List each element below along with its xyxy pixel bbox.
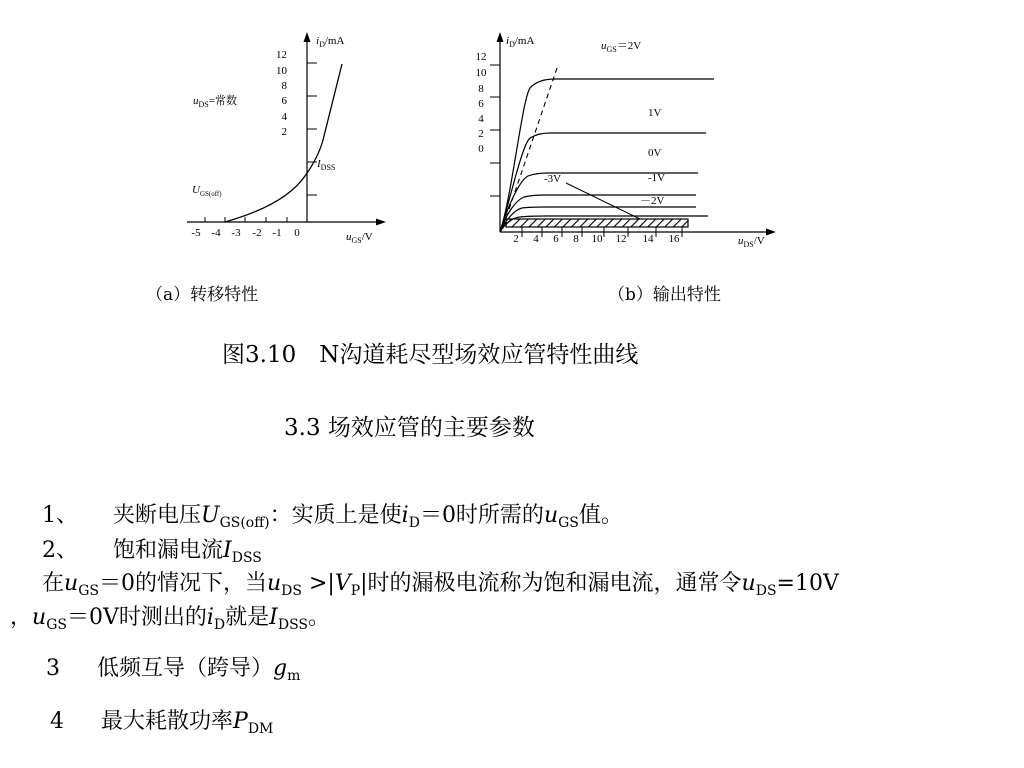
symbol-vp: V — [334, 571, 351, 596]
fig-b-x-tick-label: 8 — [573, 233, 579, 245]
fig-a-x-axis-label: $u_{GS}/V$ — [346, 231, 373, 245]
fig-a-y-arrow — [304, 32, 311, 42]
fig-b-x-arrow — [766, 229, 776, 236]
fig-b-y-tick-label: 8 — [478, 83, 484, 95]
fig-b-y-tick-label: 10 — [475, 67, 487, 79]
symbol-ugs: u — [543, 503, 559, 528]
item-text: 夹断电压 — [113, 503, 202, 528]
symbol-subscript: DM — [247, 721, 274, 737]
fig-a-x-tick-label: -2 — [252, 227, 262, 239]
fig-b-y-tick-label: 2 — [478, 128, 484, 140]
fig-b-cutoff-region — [506, 219, 688, 227]
symbol-id: i — [206, 605, 214, 630]
fig-b-y-ticks — [490, 65, 500, 196]
fig-a-condition-label: $u_{DS}=$常数 — [193, 95, 237, 109]
symbol-subscript: GS — [78, 583, 99, 599]
fig-a-caption: （a）转移特性 — [146, 285, 259, 305]
symbol-subscript: DS — [281, 583, 302, 599]
fig-b-x-tick-label: 4 — [533, 233, 539, 245]
symbol-subscript: GS — [46, 617, 67, 633]
param-item-saturation-current — [42, 533, 262, 566]
item-number: 4 — [50, 709, 64, 734]
symbol-subscript: m — [287, 668, 301, 684]
saturation-current-description-cont — [10, 600, 330, 633]
symbol-subscript: P — [350, 583, 361, 599]
fig-b-curve-1v — [500, 133, 706, 232]
fig-b-curve-label-m2v: －2V — [640, 195, 665, 207]
item-text: ， — [10, 605, 33, 630]
fig-a-x-arrow — [376, 219, 386, 226]
symbol-subscript: DSS — [231, 550, 262, 566]
symbol-subscript: DSS — [277, 617, 309, 633]
fig-b-caption: （b）输出特性 — [608, 285, 721, 305]
item-text: ：实质上是使 — [269, 503, 402, 528]
fig-a-x-tick-label: -5 — [191, 227, 201, 239]
item-text: 。 — [308, 605, 331, 630]
fig-a-x-tick-label: 0 — [294, 227, 300, 239]
symbol-idss: I — [269, 605, 278, 630]
item-text: 低频互导（跨导） — [97, 656, 274, 681]
symbol-subscript: GS — [558, 515, 579, 531]
item-text: ＝0时所需的 — [419, 503, 544, 528]
item-number: 2、 — [42, 538, 78, 563]
fig-b-y-axis-label: $i_D/mA$ — [506, 35, 535, 49]
fig-a-ugs-off-label: $U_{GS(off)}$ — [192, 184, 222, 198]
item-text: =10V — [776, 571, 839, 596]
symbol-ugs: u — [32, 605, 47, 630]
symbol-pdm: P — [233, 709, 248, 734]
fig-b-curve-label-0v: 0V — [648, 147, 662, 159]
symbol-ugs: u — [64, 571, 79, 596]
fig-b-x-tick-label: 10 — [591, 233, 603, 245]
symbol-uds: u — [741, 571, 756, 596]
fig-b-y-tick-label: 0 — [478, 143, 484, 155]
fig-b-curve-label-1v: 1V — [648, 107, 662, 119]
fig-b-label-pointer — [566, 183, 640, 219]
fig-b-curve-ugs-2v — [500, 79, 714, 232]
fig-b-y-arrow — [497, 32, 504, 42]
param-item-transconductance — [46, 651, 300, 684]
fig-a-y-ticks — [307, 63, 317, 195]
symbol-subscript: DS — [755, 583, 777, 599]
fig-b-x-tick-label: 14 — [642, 233, 654, 245]
fig-a-idss-label: $I_{DSS}$ — [317, 158, 336, 172]
fig-b-pinchoff-boundary — [502, 68, 557, 230]
fig-a-x-tick-label: -4 — [211, 227, 221, 239]
fig-b-x-tick-label: 6 — [553, 233, 559, 245]
fig-b-y-tick-label: 6 — [478, 98, 484, 110]
fig-b-x-tick-label: 12 — [615, 233, 627, 245]
fig-b-x-tick-label: 16 — [668, 233, 680, 245]
symbol-subscript: GS(off) — [219, 515, 270, 531]
figure-title: 图3.10 N沟道耗尽型场效应管特性曲线 — [222, 342, 639, 368]
fig-b-output-curves — [500, 79, 714, 232]
fig-a-y-tick-label: 8 — [281, 80, 287, 92]
item-text: |时的漏极电流称为饱和漏电流，通常令 — [360, 571, 742, 596]
symbol-subscript: D — [213, 617, 226, 633]
fig-a-y-tick-label: 10 — [276, 65, 287, 77]
item-text: ＝0V时测出的 — [66, 605, 207, 630]
symbol-ugs-off: U — [201, 503, 220, 528]
item-text: 最大耗散功率 — [101, 709, 234, 734]
symbol-uds: u — [266, 571, 282, 596]
item-number: 1、 — [42, 503, 78, 528]
param-item-max-power — [50, 704, 273, 737]
item-text: ＝0的情况下，当 — [98, 571, 267, 596]
fig-a-y-axis-label: $i_D/mA$ — [316, 35, 345, 49]
symbol-id: i — [401, 503, 409, 528]
item-text: 饱和漏电流 — [113, 538, 224, 563]
fig-b-x-axis-label: $u_{DS}/V$ — [738, 235, 765, 249]
item-text: >| — [301, 571, 335, 596]
item-text: 在 — [42, 571, 65, 596]
fig-b-curve-label-ugs: $u_{GS}=2V$ — [601, 40, 642, 54]
fig-a-x-tick-label: -3 — [231, 227, 241, 239]
symbol-subscript: D — [408, 515, 420, 531]
fig-b-x-tick-label: 2 — [513, 233, 519, 245]
symbol-gm: g — [273, 656, 288, 681]
fig-b-curve-label-m3v: -3V — [544, 173, 562, 185]
fig-a-x-ticks — [205, 217, 287, 222]
saturation-current-description — [42, 566, 839, 599]
symbol-idss: I — [223, 538, 232, 563]
fig-b-curve-label-m1v: -1V — [648, 172, 666, 184]
fig-b-y-tick-label: 12 — [475, 51, 487, 63]
fig-a-y-tick-label: 6 — [281, 95, 287, 107]
fig-a-y-tick-label: 12 — [276, 49, 287, 61]
fig-a-y-tick-label: 2 — [281, 126, 287, 138]
item-number: 3 — [46, 656, 60, 681]
item-text: 值。 — [578, 503, 623, 528]
fig-b-y-tick-label: 4 — [478, 113, 484, 125]
fig-a-y-tick-label: 4 — [281, 111, 287, 123]
item-text: 就是 — [225, 605, 270, 630]
fig-a-x-tick-label: -1 — [272, 227, 282, 239]
section-title: 3.3 场效应管的主要参数 — [284, 415, 535, 441]
param-item-pinchoff-voltage — [42, 498, 623, 531]
